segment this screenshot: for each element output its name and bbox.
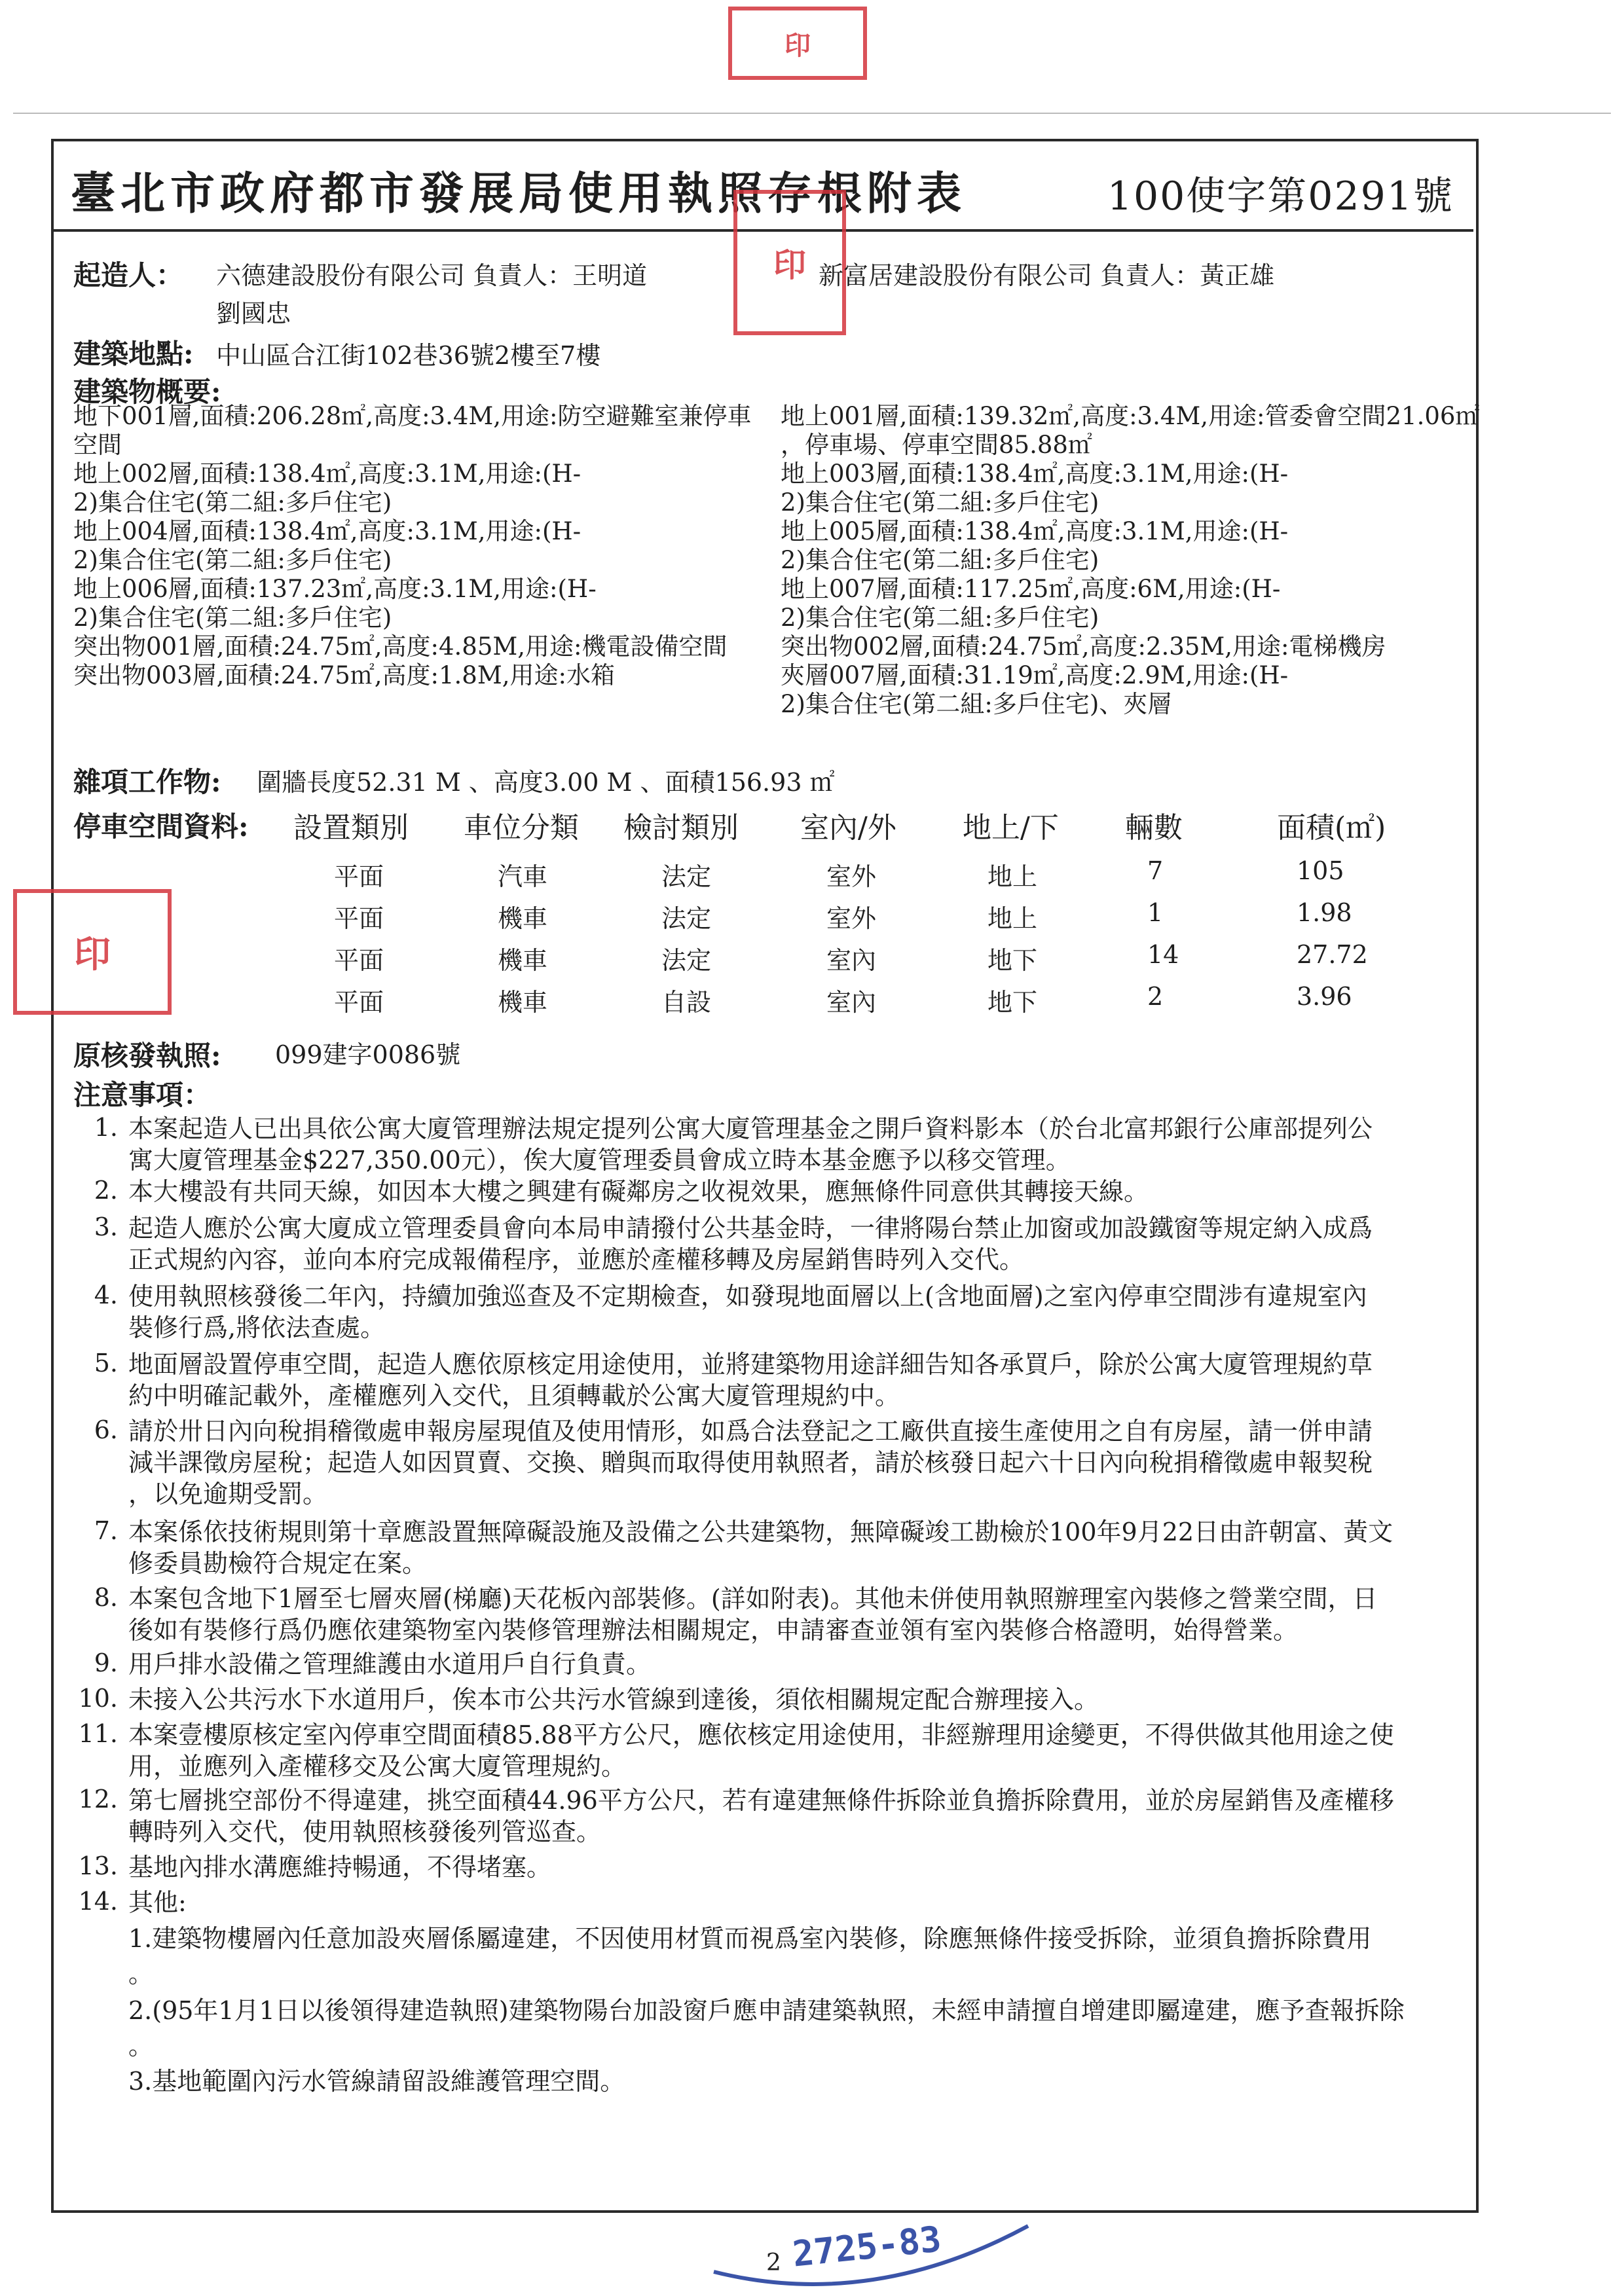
official-seal-side: 印 bbox=[13, 889, 172, 1015]
overview-right-line: 2)集合住宅(第二組:多戶住宅)、夾層 bbox=[781, 690, 1172, 718]
permit-number: 100使字第0291號 bbox=[1107, 173, 1454, 219]
parking-cell: 機車 bbox=[498, 988, 548, 1017]
misc-value: 圍牆長度52.31 M 、高度3.00 M 、面積156.93 ㎡ bbox=[257, 768, 835, 797]
parking-header-type: 設置類別 bbox=[293, 811, 409, 845]
note-text bbox=[128, 1212, 1373, 1275]
parking-cell: 平面 bbox=[334, 988, 384, 1017]
note-text bbox=[128, 1583, 1377, 1646]
builder-line2: 劉國忠 bbox=[216, 299, 291, 328]
parking-cell: 105 bbox=[1297, 856, 1344, 885]
note-number: 12. bbox=[78, 1785, 118, 1813]
parking-cell: 27.72 bbox=[1297, 940, 1368, 969]
note-line: 減半課徵房屋稅；起造人如因買賣、交換、贈與而取得使用執照者，請於核發日起六十日內向稅捐稽徵處申報契稅 bbox=[128, 1448, 1373, 1477]
note-line: 未接入公共污水下水道用戶，俟本市公共污水管線到達後，須依相關規定配合辦理接入。 bbox=[128, 1685, 1099, 1714]
parking-header-review: 檢討類別 bbox=[623, 811, 739, 845]
note-line: 基地內排水溝應維持暢通，不得堵塞。 bbox=[128, 1853, 552, 1882]
parking-cell: 平面 bbox=[334, 904, 384, 933]
overview-right bbox=[781, 402, 1479, 719]
parking-cell: 法定 bbox=[661, 862, 712, 891]
builder-label: 起造人： bbox=[73, 259, 184, 291]
note-line: 轉時列入交代，使用執照核發後列管巡查。 bbox=[128, 1817, 602, 1846]
overview-right-line: 地上001層,面積:139.32㎡,高度:3.4M,用途:管委會空間21.06㎡ bbox=[781, 402, 1480, 430]
overview-left-line: 2)集合住宅(第二組:多戶住宅) bbox=[73, 604, 392, 632]
note-text bbox=[128, 1684, 1099, 1715]
parking-cell: 地下 bbox=[987, 988, 1038, 1017]
note-line: 其他: bbox=[128, 1888, 187, 1917]
sub-note-line: 。 bbox=[128, 2032, 154, 2060]
original-value: 099建字0086號 bbox=[275, 1040, 461, 1069]
parking-cell: 1.98 bbox=[1297, 898, 1352, 927]
sub-note bbox=[128, 1993, 1405, 2064]
parking-header-inout: 室內/外 bbox=[800, 811, 896, 845]
note-text bbox=[128, 1281, 1367, 1343]
sub-note-line: 3.基地範圍內污水管線請留設維護管理空間。 bbox=[128, 2067, 625, 2096]
parking-cell: 地上 bbox=[987, 862, 1038, 891]
overview-left-line: 地下001層,面積:206.28㎡,高度:3.4M,用途:防空避難室兼停車 bbox=[73, 402, 752, 430]
note-line: ，以免逾期受罰。 bbox=[128, 1480, 328, 1508]
note-line: 本案起造人已出具依公寓大廈管理辦法規定提列公寓大廈管理基金之開戶資料影本（於台北富邦銀行公庫部提列公 bbox=[128, 1114, 1373, 1143]
note-line: 第七層挑空部份不得違建，挑空面積44.96平方公尺，若有違建無條件拆除並負擔拆除費用，並於房屋銷售及產權移 bbox=[128, 1786, 1394, 1815]
parking-cell: 室內 bbox=[826, 988, 877, 1017]
parking-header-count: 輛數 bbox=[1125, 811, 1183, 845]
top-rule bbox=[13, 113, 1611, 114]
note-number: 5. bbox=[94, 1349, 118, 1377]
overview-right-line: ，停車場、停車空間85.88㎡ bbox=[781, 431, 1092, 459]
overview-left bbox=[73, 402, 752, 690]
parking-cell: 室外 bbox=[826, 904, 877, 933]
note-number: 6. bbox=[94, 1415, 118, 1444]
overview-left-line: 突出物003層,面積:24.75㎡,高度:1.8M,用途:水箱 bbox=[73, 661, 615, 689]
parking-header-class: 車位分類 bbox=[464, 811, 579, 845]
parking-cell: 平面 bbox=[334, 862, 384, 891]
site-label: 建築地點: bbox=[73, 338, 194, 370]
parking-cell: 2 bbox=[1147, 982, 1164, 1011]
sub-note bbox=[128, 1921, 1371, 1992]
note-text bbox=[128, 1887, 187, 1918]
note-line: 本案係依技術規則第十章應設置無障礙設施及設備之公共建築物，無障礙竣工勘檢於100年9月22日由許朝富、黃文 bbox=[128, 1518, 1393, 1546]
overview-left-line: 地上002層,面積:138.4㎡,高度:3.1M,用途:(H- bbox=[73, 460, 581, 488]
overview-right-line: 夾層007層,面積:31.19㎡,高度:2.9M,用途:(H- bbox=[781, 661, 1289, 689]
note-number: 1. bbox=[94, 1113, 118, 1142]
note-text bbox=[128, 1649, 651, 1680]
note-text bbox=[128, 1415, 1373, 1510]
overview-label: 建築物概要: bbox=[73, 376, 221, 408]
overview-right-line: 地上005層,面積:138.4㎡,高度:3.1M,用途:(H- bbox=[781, 517, 1289, 545]
sub-note bbox=[128, 2064, 625, 2099]
note-line: 修委員勘檢符合規定在案。 bbox=[128, 1549, 428, 1578]
overview-right-line: 地上003層,面積:138.4㎡,高度:3.1M,用途:(H- bbox=[781, 460, 1289, 488]
overview-right-line: 2)集合住宅(第二組:多戶住宅) bbox=[781, 604, 1099, 632]
note-line: 裝修行爲,將依法查處。 bbox=[128, 1313, 386, 1342]
overview-left-line: 地上004層,面積:138.4㎡,高度:3.1M,用途:(H- bbox=[73, 517, 581, 545]
note-line: 用，並應列入產權移交及公寓大廈管理規約。 bbox=[128, 1752, 627, 1781]
note-number: 2. bbox=[94, 1176, 118, 1205]
overview-right-line: 2)集合住宅(第二組:多戶住宅) bbox=[781, 546, 1099, 574]
parking-header-level: 地上/下 bbox=[963, 811, 1059, 845]
site-value: 中山區合江街102巷36號2樓至7樓 bbox=[216, 341, 601, 370]
misc-label: 雜項工作物: bbox=[73, 766, 221, 798]
note-line: 起造人應於公寓大廈成立管理委員會向本局申請撥付公共基金時，一律將陽台禁止加窗或加設鐵窗等規定納入成爲 bbox=[128, 1214, 1373, 1243]
parking-cell: 14 bbox=[1147, 940, 1179, 969]
overview-left-line: 2)集合住宅(第二組:多戶住宅) bbox=[73, 488, 392, 517]
note-text bbox=[128, 1113, 1373, 1176]
parking-label: 停車空間資料: bbox=[73, 811, 249, 843]
note-line: 本案包含地下1層至七層夾層(梯廳)天花板內部裝修。(詳如附表)。其他未併使用執照辦理室內裝修之營業空間，日 bbox=[128, 1584, 1378, 1613]
note-number: 11. bbox=[78, 1719, 118, 1748]
overview-left-line: 空間 bbox=[73, 431, 122, 459]
overview-left-line: 地上006層,面積:137.23㎡,高度:3.1M,用途:(H- bbox=[73, 575, 597, 603]
parking-cell: 地下 bbox=[987, 946, 1038, 975]
page-number: 2 bbox=[766, 2250, 781, 2276]
parking-header-area: 面積(㎡) bbox=[1277, 811, 1386, 845]
parking-cell: 7 bbox=[1147, 856, 1164, 885]
parking-cell: 地上 bbox=[987, 904, 1038, 933]
parking-cell: 室內 bbox=[826, 946, 877, 975]
note-number: 7. bbox=[94, 1516, 118, 1545]
overview-right-line: 地上007層,面積:117.25㎡,高度:6M,用途:(H- bbox=[781, 575, 1281, 603]
note-line: 後如有裝修行爲仍應依建築物室內裝修管理辦法相關規定，申請審查並領有室內裝修合格證明，始得營業。 bbox=[128, 1616, 1299, 1645]
note-line: 請於卅日內向稅捐稽徵處申報房屋現值及使用情形，如爲合法登記之工廠供直接生產使用之自有房屋，請一併申請 bbox=[128, 1417, 1373, 1446]
sub-note-line: 。 bbox=[128, 1959, 154, 1988]
parking-cell: 法定 bbox=[661, 904, 712, 933]
parking-cell: 室外 bbox=[826, 862, 877, 891]
note-line: 本大樓設有共同天線，如因本大樓之興建有礙鄰房之收視效果，應無條件同意供其轉接天線。 bbox=[128, 1177, 1149, 1206]
note-line: 正式規約內容，並向本府完成報備程序，並應於產權移轉及房屋銷售時列入交代。 bbox=[128, 1245, 1025, 1274]
note-text bbox=[128, 1176, 1149, 1207]
note-text bbox=[128, 1719, 1394, 1782]
top-seal-stamp: 印 bbox=[728, 7, 867, 80]
note-number: 4. bbox=[94, 1281, 118, 1309]
note-line: 使用執照核發後二年內，持續加強巡查及不定期檢查，如發現地面層以上(含地面層)之室內停車空間涉有違規室內 bbox=[128, 1282, 1367, 1311]
sub-note-line: 2.(95年1月1日以後領得建造執照)建築物陽台加設窗戶應申請建築執照，未經申請擅自增建即屬違建，應予查報拆除 bbox=[128, 1996, 1405, 2025]
parking-cell: 3.96 bbox=[1297, 982, 1352, 1011]
note-number: 9. bbox=[94, 1649, 118, 1677]
overview-right-line: 突出物002層,面積:24.75㎡,高度:2.35M,用途:電梯機房 bbox=[781, 632, 1386, 661]
parking-cell: 平面 bbox=[334, 946, 384, 975]
note-line: 地面層設置停車空間，起造人應依原核定用途使用，並將建築物用途詳細告知各承買戶，除於公寓大廈管理規約草 bbox=[128, 1350, 1373, 1379]
overview-right-line: 2)集合住宅(第二組:多戶住宅) bbox=[781, 488, 1099, 517]
parking-cell: 1 bbox=[1147, 898, 1164, 927]
original-label: 原核發執照: bbox=[73, 1040, 221, 1072]
note-text bbox=[128, 1851, 551, 1883]
parking-cell: 機車 bbox=[498, 904, 548, 933]
parking-cell: 汽車 bbox=[498, 862, 548, 891]
notes-label: 注意事項： bbox=[73, 1079, 212, 1111]
overview-left-line: 突出物001層,面積:24.75㎡,高度:4.85M,用途:機電設備空間 bbox=[73, 632, 728, 661]
overview-left-line: 2)集合住宅(第二組:多戶住宅) bbox=[73, 546, 392, 574]
note-line: 用戶排水設備之管理維護由水道用戶自行負責。 bbox=[128, 1650, 652, 1679]
note-number: 13. bbox=[78, 1851, 118, 1880]
official-seal-top: 印 bbox=[733, 190, 846, 335]
note-number: 10. bbox=[78, 1684, 118, 1713]
parking-cell: 機車 bbox=[498, 946, 548, 975]
note-line: 寓大廈管理基金$227,350.00元），俟大廈管理委員會成立時本基金應予以移交管理。 bbox=[128, 1146, 1071, 1175]
parking-cell: 法定 bbox=[661, 946, 712, 975]
note-line: 約中明確記載外，產權應列入交代，且須轉載於公寓大廈管理規約中。 bbox=[128, 1381, 900, 1410]
note-number: 3. bbox=[94, 1212, 118, 1241]
builder-right: 新富居建設股份有限公司 負責人：黃正雄 bbox=[819, 261, 1275, 290]
note-number: 14. bbox=[78, 1887, 118, 1916]
note-line: 本案壹樓原核定室內停車空間面積85.88平方公尺，應依核定用途使用，非經辦理用途變更，不得供做其他用途之使 bbox=[128, 1721, 1394, 1749]
parking-cell: 自設 bbox=[661, 988, 712, 1017]
note-text bbox=[128, 1785, 1394, 1848]
note-number: 8. bbox=[94, 1583, 118, 1612]
sub-note-line: 1.建築物樓層內任意加設夾層係屬違建，不因使用材質而視爲室內裝修，除應無條件接受拆除，並須負擔拆除費用 bbox=[128, 1924, 1372, 1953]
note-text bbox=[128, 1349, 1373, 1412]
page-title: 臺北市政府都市發展局使用執照存根附表 bbox=[71, 168, 967, 220]
builder-line1: 六德建設股份有限公司 負責人：王明道 bbox=[216, 261, 648, 290]
note-text bbox=[128, 1516, 1393, 1579]
footer-stamp-arc bbox=[707, 2213, 1035, 2291]
footer-stamp: 2725-83 bbox=[790, 2218, 944, 2275]
